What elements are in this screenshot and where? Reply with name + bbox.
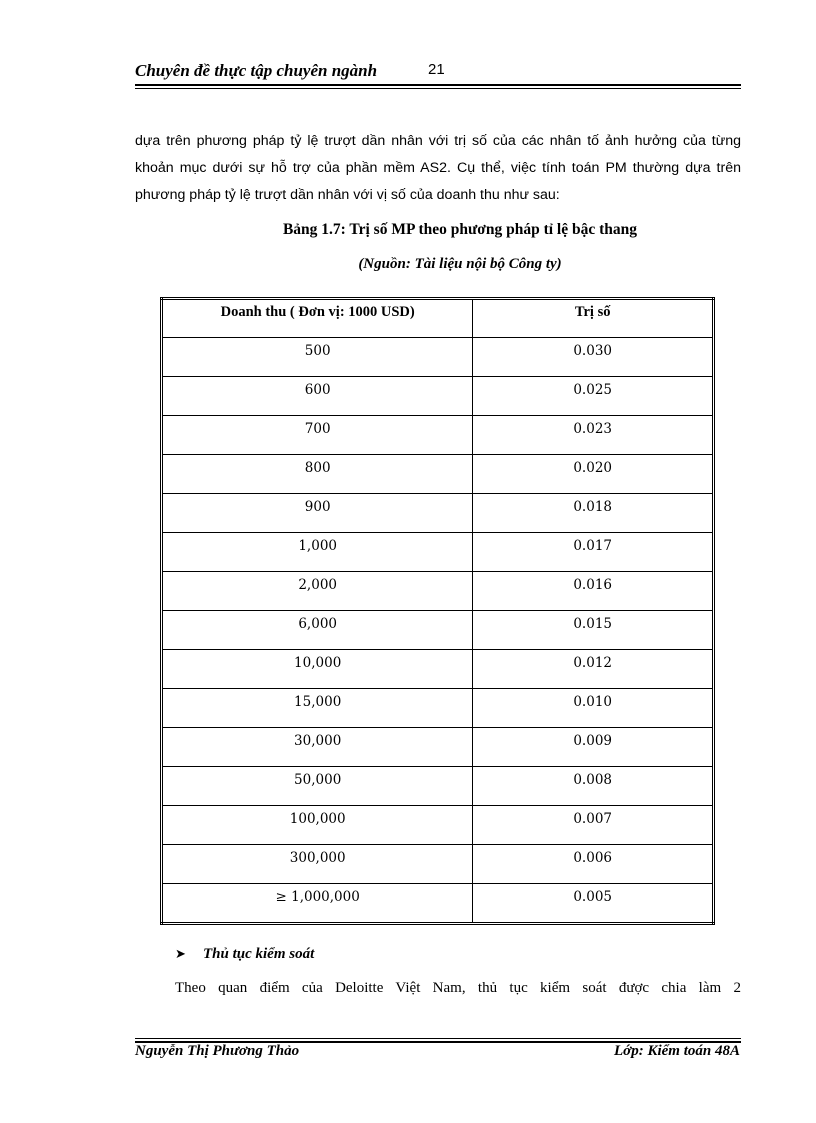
cell-revenue: 30,000	[162, 728, 473, 767]
cell-ratio: 0.006	[473, 845, 714, 884]
cell-ratio: 0.025	[473, 377, 714, 416]
table-row	[162, 650, 714, 689]
footer-author: Nguyễn Thị Phương Thảo	[135, 1043, 300, 1059]
section-heading-text: Thủ tục kiểm soát	[203, 946, 315, 962]
table-source: (Nguồn: Tài liệu nội bộ Công ty)	[358, 256, 562, 272]
table-row	[162, 689, 714, 728]
table-row	[162, 338, 714, 377]
table-row	[162, 377, 714, 416]
cell-ratio: 0.012	[473, 650, 714, 689]
cell-revenue: 700	[162, 416, 473, 455]
cell-ratio: 0.009	[473, 728, 714, 767]
cell-ratio: 0.018	[473, 494, 714, 533]
cell-ratio: 0.020	[473, 455, 714, 494]
cell-revenue: 2,000	[162, 572, 473, 611]
table-row	[162, 416, 714, 455]
cell-revenue: 15,000	[162, 689, 473, 728]
table-row	[162, 767, 714, 806]
table-row	[162, 884, 714, 924]
cell-ratio: 0.007	[473, 806, 714, 845]
cell-ratio: 0.016	[473, 572, 714, 611]
table-row	[162, 806, 714, 845]
footer-rule	[135, 1038, 741, 1039]
cell-revenue: ≥ 1,000,000	[162, 884, 473, 924]
table-row	[162, 611, 714, 650]
intro-paragraph: dựa trên phương pháp tỷ lệ trượt dần nhân với trị số của các nhân tố ảnh hưởng của từng khoản mục dưới sự hỗ trợ của phần mềm AS2. Cụ thể, việc tính toán PM thường dựa trên phương pháp tỷ lệ trượt dần nhân với vị số của doanh thu như sau:	[135, 133, 741, 203]
body-paragraph: Theo quan điểm của Deloitte Việt Nam, thủ tục kiểm soát được chia làm 2	[175, 980, 741, 996]
table-caption: Bảng 1.7: Trị số MP theo phương pháp tỉ lệ bậc thang	[282, 221, 638, 238]
revenue-ratio-table	[160, 297, 715, 925]
cell-revenue: 6,000	[162, 611, 473, 650]
cell-ratio: 0.010	[473, 689, 714, 728]
column-header-revenue: Doanh thu ( Đơn vị: 1000 USD)	[162, 299, 473, 338]
arrowhead-bullet-icon: ➤	[175, 947, 186, 962]
cell-revenue: 1,000	[162, 533, 473, 572]
table-header-row	[162, 299, 714, 338]
cell-ratio: 0.015	[473, 611, 714, 650]
table-row	[162, 845, 714, 884]
page-number: 21	[428, 61, 445, 78]
cell-ratio: 0.017	[473, 533, 714, 572]
cell-ratio: 0.030	[473, 338, 714, 377]
cell-revenue: 900	[162, 494, 473, 533]
cell-revenue: 800	[162, 455, 473, 494]
table-row	[162, 572, 714, 611]
cell-revenue: 600	[162, 377, 473, 416]
table-row	[162, 533, 714, 572]
table-row	[162, 728, 714, 767]
cell-revenue: 10,000	[162, 650, 473, 689]
section-heading	[175, 946, 314, 963]
cell-revenue: 100,000	[162, 806, 473, 845]
table-row	[162, 494, 714, 533]
column-header-ratio: Trị số	[473, 299, 714, 338]
cell-revenue: 50,000	[162, 767, 473, 806]
cell-ratio: 0.008	[473, 767, 714, 806]
cell-revenue: 300,000	[162, 845, 473, 884]
cell-revenue: 500	[162, 338, 473, 377]
footer-class: Lớp: Kiểm toán 48A	[614, 1043, 740, 1059]
cell-ratio: 0.005	[473, 884, 714, 924]
header-rule	[135, 88, 741, 89]
header-rule	[135, 84, 741, 86]
table-row	[162, 455, 714, 494]
cell-ratio: 0.023	[473, 416, 714, 455]
header-title: Chuyên đề thực tập chuyên ngành	[135, 61, 378, 80]
page-header	[135, 58, 741, 86]
